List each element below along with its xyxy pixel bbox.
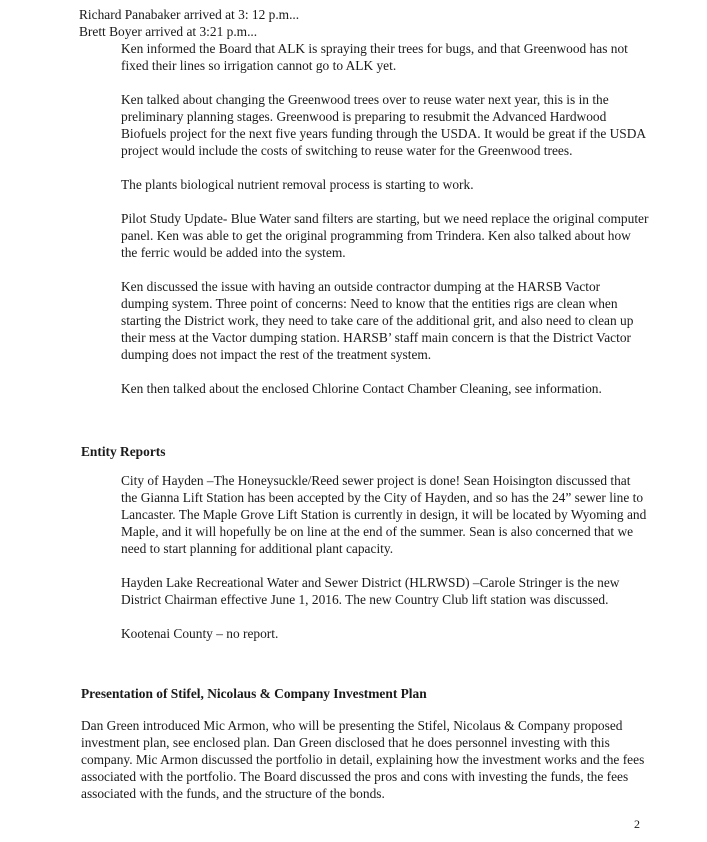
paragraph: Ken then talked about the enclosed Chlorine Contact Chamber Cleaning, see information. — [121, 381, 602, 396]
paragraph: Ken informed the Board that ALK is spraying their trees for bugs, and that Greenwood has not fixed their lines so irrigation cannot go to ALK yet. — [121, 41, 628, 73]
paragraph: Hayden Lake Recreational Water and Sewer District (HLRWSD) –Carole Stringer is the new District Chairman effective June 1, 2016. The new Country Club lift station was discussed. — [121, 575, 620, 607]
arrival-line: Brett Boyer arrived at 3:21 p.m... — [79, 24, 258, 39]
paragraph: Dan Green introduced Mic Armon, who will be presenting the Stifel, Nicolaus & Company proposed investment plan, see enclosed plan. Dan Green disclosed that he does personnel investing with this company. Mic Armon discussed the portfolio in detail, explaining how the investment works and the fees associated with the portfolio. The Board discussed the pros and cons with investing the funds, the fees associated with the funds, and the structure of the bonds. — [81, 718, 645, 801]
page-number: 2 — [634, 817, 640, 831]
paragraph: City of Hayden –The Honeysuckle/Reed sewer project is done! Sean Hoisington discussed that the Gianna Lift Station has been accepted by the City of Hayden, and so has the 24” sewer line to Lancaster. The Maple Grove Lift Station is currently in design, it will be located by Wyoming and Maple, and it will hopefully be on line at the end of the summer. Sean is also concerned that we need to start planning for additional plant capacity. — [121, 473, 647, 556]
investment-plan-section — [81, 717, 653, 802]
paragraph: Ken talked about changing the Greenwood trees over to reuse water next year, this is in the preliminary planning stages. Greenwood is preparing to resubmit the Advanced Hardwood Biofuels project for the next five years funding through the USDA. It would be great if the USDA project would include the costs of switching to reuse water for the Greenwood trees. — [121, 92, 646, 158]
entity-reports-heading: Entity Reports — [81, 444, 166, 459]
staff-report-section — [121, 40, 649, 414]
paragraph: Pilot Study Update- Blue Water sand filters are starting, but we need replace the original computer panel. Ken was able to get the original programming from Trindera. Ken also talked about how the ferric would be added into the system. — [121, 211, 649, 260]
paragraph: The plants biological nutrient removal process is starting to work. — [121, 177, 474, 192]
paragraph: Ken discussed the issue with having an outside contractor dumping at the HARSB Vactor dumping system. Three point of concerns: Need to know that the entities rigs are clean when starting the District work, they need to take care of the additional grit, and also need to clean up their mess at the Vactor dumping station. HARSB’ staff main concern is that the District Vactor dumping does not impact the rest of the treatment system. — [121, 279, 634, 362]
arrival-notes — [79, 6, 679, 40]
arrival-line: Richard Panabaker arrived at 3: 12 p.m... — [79, 7, 300, 22]
investment-plan-heading: Presentation of Stifel, Nicolaus & Company Investment Plan — [81, 686, 427, 701]
paragraph: Kootenai County – no report. — [121, 626, 279, 641]
entity-reports-section — [121, 472, 649, 659]
